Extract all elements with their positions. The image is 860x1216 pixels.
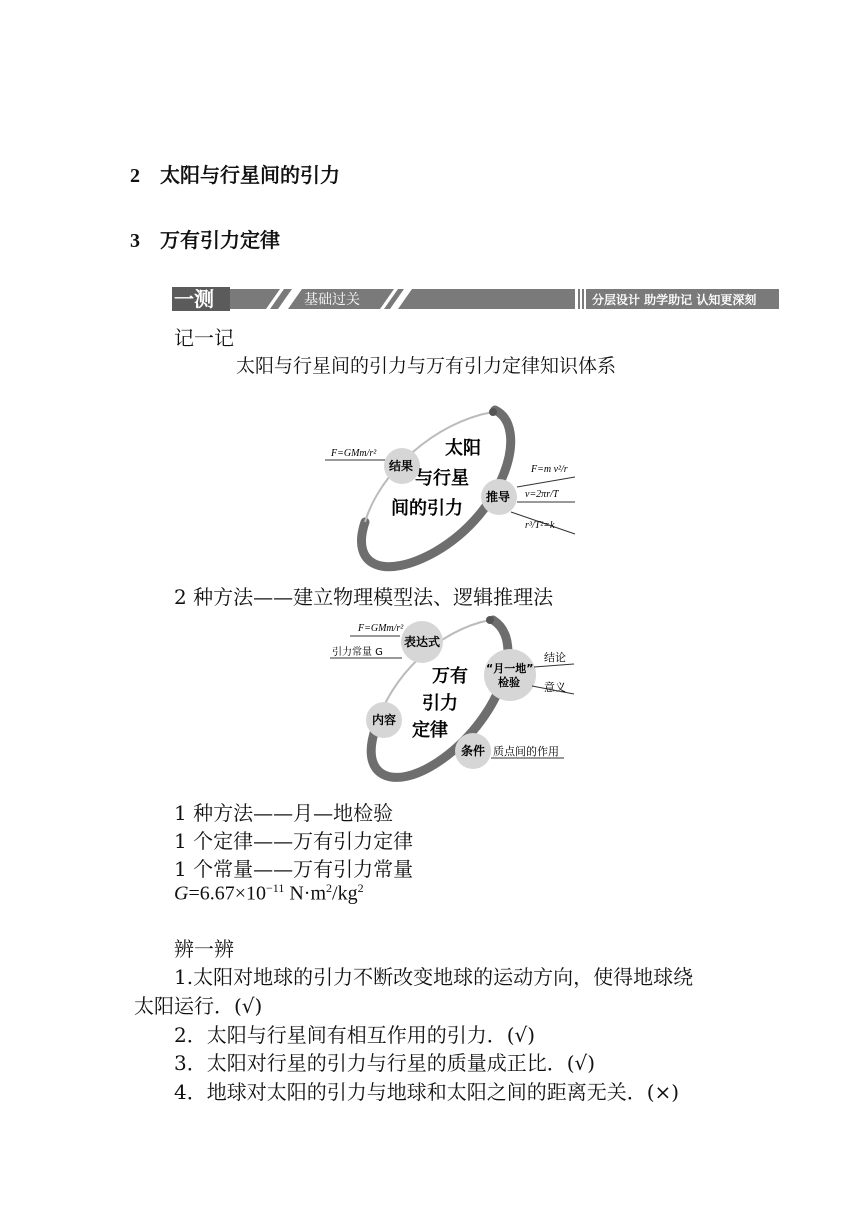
diagram-sun-planet-gravity <box>325 402 580 572</box>
diagram-universal-gravitation <box>328 612 578 784</box>
judgement-item-1: 1.太阳对地球的引力不断改变地球的运动方向，使得地球绕 <box>174 965 694 989</box>
heading-number: 3 <box>130 230 140 252</box>
node-content: 内容 <box>372 713 397 727</box>
node-check-line-2: 检验 <box>498 676 520 689</box>
banner-left-label: 一测 <box>174 287 214 311</box>
formula-result: F=GMm/r² <box>331 448 377 459</box>
center2-line-1: 万有 <box>432 666 468 687</box>
summary-line-1: 1 种方法——月—地检验 <box>174 801 394 825</box>
gravitational-constant <box>174 881 364 906</box>
label-condition: 质点间的作用 <box>493 745 559 758</box>
constant-value: =6.67×10 <box>188 882 267 905</box>
heading-text: 太阳与行星间的引力 <box>160 163 340 187</box>
unit-exponent-2: 2 <box>357 881 364 895</box>
banner-middle-label: 基础过关 <box>304 292 360 308</box>
center2-line-3: 定律 <box>412 720 448 741</box>
node-expr: 表达式 <box>404 635 441 649</box>
constant-symbol: G <box>174 882 189 905</box>
constant-exponent: −11 <box>266 881 285 895</box>
methods-two: 2 种方法——建立物理模型法、逻辑推理法 <box>174 585 554 609</box>
label-meaning: 意义 <box>544 681 566 694</box>
judgement-item-2: 2．太阳与行星间有相互作用的引力．(√) <box>174 1023 536 1047</box>
judgement-item-1-cont: 太阳运行．(√) <box>134 994 263 1018</box>
unit-mid: /kg <box>332 882 358 905</box>
heading-number: 2 <box>130 165 140 187</box>
formula-derive-1: F=m v²/r <box>531 464 568 475</box>
node-derive: 推导 <box>486 490 511 504</box>
formula-derive-2: v=2πr/T <box>525 489 559 500</box>
const-label: 引力常量 G <box>332 647 383 658</box>
constant-unit: N·m <box>284 882 327 905</box>
unit-exponent-1: 2 <box>326 881 333 895</box>
formula-derive-3: r³/T²=k <box>525 520 555 531</box>
summary-line-3: 1 个常量——万有引力常量 <box>174 857 414 881</box>
section-banner <box>172 287 779 311</box>
node-result: 结果 <box>389 459 414 473</box>
node-check-line-1: “月一地” <box>486 662 534 675</box>
node-check-circle <box>484 649 536 701</box>
heading-section-3 <box>130 224 280 253</box>
diagram-title: 太阳与行星间的引力与万有引力定律知识体系 <box>236 355 617 377</box>
judgement-item-3: 3．太阳对行星的引力与行星的质量成正比．(√) <box>174 1051 596 1075</box>
center-line-2: 与行星 <box>415 468 469 489</box>
label-conclusion: 结论 <box>544 651 566 664</box>
heading-text: 万有引力定律 <box>160 228 280 252</box>
formula-expr: F=GMm/r² <box>358 623 404 634</box>
summary-line-2: 1 个定律——万有引力定律 <box>174 829 414 853</box>
banner-right-label: 分层设计 助学助记 认知更深刻 <box>592 293 757 307</box>
section-label-ji: 记一记 <box>174 326 234 350</box>
node-condition: 条件 <box>461 744 486 758</box>
section-label-bian: 辨一辨 <box>174 937 234 961</box>
center-line-3: 间的引力 <box>391 498 463 519</box>
judgement-item-4: 4．地球对太阳的引力与地球和太阳之间的距离无关．(×) <box>174 1080 680 1104</box>
center-line-1: 太阳 <box>445 438 481 459</box>
heading-section-2 <box>130 159 340 188</box>
center2-line-2: 引力 <box>422 693 458 714</box>
